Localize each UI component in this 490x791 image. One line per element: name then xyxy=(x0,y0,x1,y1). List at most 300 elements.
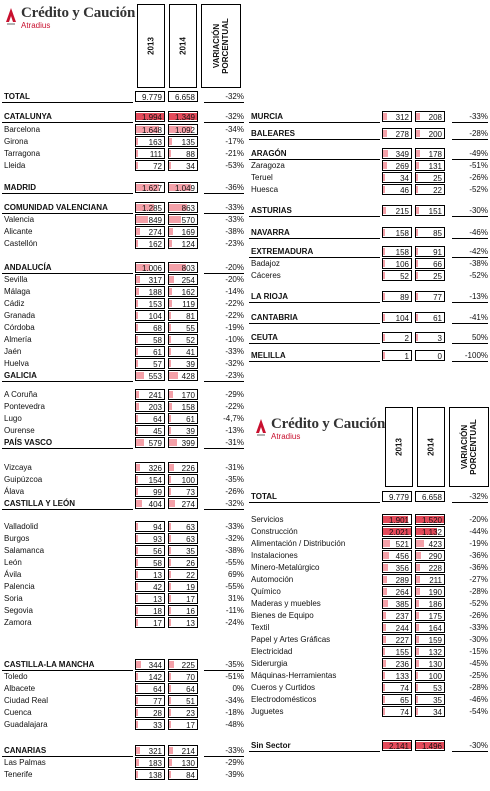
table-row-valladolid xyxy=(2,521,244,532)
value-2014-cell xyxy=(415,332,445,343)
row-underline xyxy=(249,216,380,217)
value-bar xyxy=(169,571,171,578)
value-2013-cell xyxy=(135,226,165,237)
value-bar xyxy=(136,607,138,614)
value-number: 46 xyxy=(400,186,409,195)
variation-value: -11% xyxy=(225,606,244,615)
table-row-jaen xyxy=(2,346,244,357)
table-row-siderurgia xyxy=(249,658,488,669)
value-bar xyxy=(383,260,385,267)
header-2013: 2013 xyxy=(385,407,413,487)
row-label: Bienes de Equipo xyxy=(251,611,314,620)
value-number: 1.132 xyxy=(421,528,442,537)
table-row-guipuzcoa xyxy=(2,474,244,485)
value-bar xyxy=(169,324,171,331)
value-bar xyxy=(136,488,138,495)
value-number: 130 xyxy=(181,759,195,768)
value-bar xyxy=(136,709,138,716)
table-row-ciudad-real xyxy=(2,695,244,706)
value-2014-cell xyxy=(415,148,445,159)
variation-value: -33% xyxy=(225,215,244,224)
value-number: 17 xyxy=(186,721,195,730)
variation-value: -26% xyxy=(469,173,488,182)
value-number: 226 xyxy=(181,464,195,473)
row-label: Tenerife xyxy=(4,770,33,779)
variation-value: -46% xyxy=(469,695,488,704)
value-2014-cell xyxy=(415,227,445,238)
value-bar xyxy=(383,162,387,169)
row-underline xyxy=(2,381,133,382)
value-2013-cell xyxy=(135,334,165,345)
value-2013-cell xyxy=(135,545,165,556)
variation-value: -29% xyxy=(225,390,244,399)
value-bar xyxy=(136,240,138,247)
value-number: 74 xyxy=(400,708,409,717)
table-row-maderas-y-muebles xyxy=(249,598,488,609)
value-number: 1.520 xyxy=(421,516,442,525)
value-bar xyxy=(136,583,138,590)
group-row-canarias xyxy=(2,745,244,756)
value-bar xyxy=(383,248,385,255)
value-bar xyxy=(136,427,138,434)
value-bar xyxy=(136,697,138,704)
variation-value: -19% xyxy=(469,539,488,548)
value-number: 190 xyxy=(428,588,442,597)
value-2014-cell xyxy=(415,258,445,269)
row-underline xyxy=(452,751,488,752)
value-number: 158 xyxy=(395,229,409,238)
value-bar xyxy=(383,272,385,279)
value-bar xyxy=(416,564,420,571)
value-number: 93 xyxy=(153,535,162,544)
value-number: 1.627 xyxy=(141,184,162,193)
value-2014-cell xyxy=(415,586,445,597)
table-row-cordoba xyxy=(2,322,244,333)
value-2014-cell xyxy=(168,202,198,213)
value-2013-cell xyxy=(135,593,165,604)
row-underline xyxy=(249,238,380,239)
variation-value: -55% xyxy=(225,558,244,567)
group-row-extremadura xyxy=(249,246,488,257)
row-label: CASTILLA Y LEÓN xyxy=(4,499,75,508)
value-bar xyxy=(136,276,140,283)
row-label: MADRID xyxy=(4,183,36,192)
value-bar xyxy=(383,113,387,120)
value-number: 52 xyxy=(400,272,409,281)
header-2014: 2014 xyxy=(169,4,197,88)
value-2014-cell xyxy=(168,111,198,122)
table-row-tenerife xyxy=(2,769,244,780)
value-2013-cell xyxy=(135,274,165,285)
row-label: Badajoz xyxy=(251,259,280,268)
table-row-alava xyxy=(2,486,244,497)
row-underline xyxy=(452,361,488,362)
row-underline xyxy=(2,193,133,194)
value-bar xyxy=(169,348,171,355)
variation-value: -17% xyxy=(225,137,244,146)
value-2014-cell xyxy=(168,617,198,628)
value-number: 423 xyxy=(428,540,442,549)
row-label: MELILLA xyxy=(251,351,286,360)
table-row-teruel xyxy=(249,172,488,183)
logo-top xyxy=(4,6,135,30)
value-bar xyxy=(169,372,178,379)
row-label: Salamanca xyxy=(4,546,45,555)
group-row-melilla xyxy=(249,350,488,361)
value-number: 1.901 xyxy=(388,516,409,525)
row-label: Alimentación / Distribución xyxy=(251,539,346,548)
total-row-total xyxy=(249,491,488,502)
variation-value: 0% xyxy=(232,684,244,693)
group-row-asturias xyxy=(249,205,488,216)
value-number: 321 xyxy=(148,747,162,756)
variation-value: -38% xyxy=(225,227,244,236)
value-2013-cell xyxy=(135,91,165,102)
group-row-navarra xyxy=(249,227,488,238)
value-number: 39 xyxy=(186,427,195,436)
value-2013-cell xyxy=(135,757,165,768)
value-bar xyxy=(416,540,424,547)
row-label: Almería xyxy=(4,335,32,344)
group-row-la-rioja xyxy=(249,291,488,302)
row-label: TOTAL xyxy=(4,92,30,101)
value-bar xyxy=(416,684,418,691)
value-number: 6.658 xyxy=(174,93,195,102)
value-bar xyxy=(416,600,419,607)
table-row-soria xyxy=(2,593,244,604)
value-number: 73 xyxy=(186,488,195,497)
group-row-baleares xyxy=(249,128,488,139)
value-2014-cell xyxy=(168,358,198,369)
value-2014-cell xyxy=(415,658,445,669)
table-row-cueros-y-curtidos xyxy=(249,682,488,693)
row-label: LA RIOJA xyxy=(251,292,289,301)
value-bar xyxy=(169,709,171,716)
row-label: Valladolid xyxy=(4,522,39,531)
value-bar xyxy=(136,661,141,668)
row-label: Guipúzcoa xyxy=(4,475,43,484)
table-row-construccion xyxy=(249,526,488,537)
value-2014-cell xyxy=(415,350,445,361)
value-2013-cell xyxy=(382,258,412,269)
value-number: 151 xyxy=(428,207,442,216)
variation-value: -33% xyxy=(469,112,488,121)
value-bar xyxy=(383,600,388,607)
variation-value: -38% xyxy=(225,546,244,555)
table-row-vizcaya xyxy=(2,462,244,473)
value-2014-cell xyxy=(168,124,198,135)
row-underline xyxy=(2,102,133,103)
value-bar xyxy=(416,334,418,341)
value-number: 23 xyxy=(186,709,195,718)
value-bar xyxy=(136,685,138,692)
value-number: 428 xyxy=(181,372,195,381)
brand-mark-icon xyxy=(254,419,268,437)
value-bar xyxy=(136,571,138,578)
table-row-lugo xyxy=(2,413,244,424)
group-row-ceuta xyxy=(249,332,488,343)
value-number: 100 xyxy=(428,672,442,681)
row-label: Minero-Metalúrgico xyxy=(251,563,320,572)
value-2014-cell xyxy=(415,172,445,183)
table-row-ourense xyxy=(2,425,244,436)
value-number: 317 xyxy=(148,276,162,285)
value-number: 66 xyxy=(433,260,442,269)
table-row-caceres xyxy=(249,270,488,281)
value-number: 236 xyxy=(395,660,409,669)
value-2014-cell xyxy=(168,545,198,556)
value-number: 13 xyxy=(153,571,162,580)
value-bar xyxy=(169,439,177,446)
variation-value: -29% xyxy=(225,758,244,767)
value-bar xyxy=(416,696,418,703)
row-underline xyxy=(204,509,244,510)
value-number: 356 xyxy=(395,564,409,573)
value-2013-cell xyxy=(135,262,165,273)
value-2014-cell xyxy=(415,574,445,585)
variation-value: -21% xyxy=(225,149,244,158)
row-label: Córdoba xyxy=(4,323,35,332)
value-number: 22 xyxy=(186,571,195,580)
header-variation: VARIACIÓN PORCENTUAL xyxy=(201,4,241,88)
value-2013-cell xyxy=(135,769,165,780)
value-bar xyxy=(136,324,138,331)
value-number: 64 xyxy=(153,415,162,424)
table-row-a-coruna xyxy=(2,389,244,400)
row-label: Papel y Artes Gráficas xyxy=(251,635,331,644)
value-bar xyxy=(383,576,387,583)
value-bar xyxy=(169,673,171,680)
value-number: 241 xyxy=(148,391,162,400)
value-bar xyxy=(416,708,418,715)
variation-value: -22% xyxy=(225,311,244,320)
value-number: 142 xyxy=(148,673,162,682)
row-underline xyxy=(2,448,133,449)
value-2013-cell xyxy=(382,598,412,609)
variation-value: -36% xyxy=(469,563,488,572)
value-number: 94 xyxy=(153,523,162,532)
value-bar xyxy=(136,415,138,422)
value-number: 124 xyxy=(181,240,195,249)
table-row-badajoz xyxy=(249,258,488,269)
value-bar xyxy=(136,523,138,530)
group-row-andalucia xyxy=(2,262,244,273)
value-bar xyxy=(169,391,173,398)
value-number: 104 xyxy=(148,312,162,321)
value-2014-cell xyxy=(168,671,198,682)
value-bar xyxy=(169,336,171,343)
table-row-instalaciones xyxy=(249,550,488,561)
value-number: 228 xyxy=(428,564,442,573)
value-2014-cell xyxy=(415,514,445,525)
value-bar xyxy=(416,552,421,559)
value-2013-cell xyxy=(382,740,412,751)
row-label: Huesca xyxy=(251,185,279,194)
value-2014-cell xyxy=(168,238,198,249)
value-2014-cell xyxy=(415,670,445,681)
value-bar xyxy=(383,672,385,679)
value-2013-cell xyxy=(135,437,165,448)
table-row-albacete xyxy=(2,683,244,694)
row-underline xyxy=(249,323,380,324)
value-number: 19 xyxy=(186,583,195,592)
row-label: Toledo xyxy=(4,672,28,681)
variation-value: -33% xyxy=(225,347,244,356)
table-row-juguetes xyxy=(249,706,488,717)
value-2013-cell xyxy=(382,574,412,585)
value-2014-cell xyxy=(168,437,198,448)
value-number: 170 xyxy=(181,391,195,400)
value-2013-cell xyxy=(382,610,412,621)
variation-value: -32% xyxy=(225,534,244,543)
value-2013-cell xyxy=(382,538,412,549)
value-bar xyxy=(416,186,418,193)
value-2014-cell xyxy=(168,462,198,473)
row-label: Zaragoza xyxy=(251,161,285,170)
variation-value: -35% xyxy=(225,660,244,669)
value-bar xyxy=(169,535,171,542)
value-2013-cell xyxy=(382,312,412,323)
value-number: 2 xyxy=(404,334,409,343)
value-2014-cell xyxy=(415,526,445,537)
value-2014-cell xyxy=(168,486,198,497)
variation-value: -33% xyxy=(225,746,244,755)
value-2014-cell xyxy=(415,646,445,657)
value-number: 34 xyxy=(433,708,442,717)
value-2013-cell xyxy=(382,184,412,195)
table-row-tarragona xyxy=(2,148,244,159)
value-bar xyxy=(169,595,171,602)
variation-value: -46% xyxy=(469,228,488,237)
value-2013-cell xyxy=(135,160,165,171)
variation-value: -27% xyxy=(469,575,488,584)
value-number: 17 xyxy=(186,595,195,604)
row-underline xyxy=(249,343,380,344)
value-2014-cell xyxy=(168,148,198,159)
value-2013-cell xyxy=(382,694,412,705)
value-2014-cell xyxy=(415,184,445,195)
variation-value: -39% xyxy=(225,770,244,779)
value-2014-cell xyxy=(168,605,198,616)
row-label: Electricidad xyxy=(251,647,293,656)
value-number: 133 xyxy=(395,672,409,681)
row-label: Málaga xyxy=(4,287,31,296)
table-row-avila xyxy=(2,569,244,580)
row-underline xyxy=(204,193,244,194)
row-label: EXTREMADURA xyxy=(251,247,314,256)
row-label: Guadalajara xyxy=(4,720,48,729)
value-bar xyxy=(383,334,385,341)
value-number: 849 xyxy=(148,216,162,225)
value-bar xyxy=(416,113,420,120)
logo-brand: Crédito y Caución xyxy=(271,416,386,432)
row-label: CANTABRIA xyxy=(251,313,298,322)
value-bar xyxy=(169,312,171,319)
value-bar xyxy=(383,150,388,157)
value-2014-cell xyxy=(168,346,198,357)
variation-value: -36% xyxy=(225,183,244,192)
value-bar xyxy=(416,272,418,279)
value-number: 61 xyxy=(153,348,162,357)
value-bar xyxy=(169,500,175,507)
variation-value: -20% xyxy=(225,275,244,284)
value-number: 64 xyxy=(153,685,162,694)
value-2014-cell xyxy=(415,598,445,609)
row-underline xyxy=(452,122,488,123)
value-2013-cell xyxy=(382,550,412,561)
row-label: BALEARES xyxy=(251,129,296,138)
value-bar xyxy=(136,288,139,295)
header-variation: VARIACIÓN PORCENTUAL xyxy=(449,407,489,487)
table-row-leon xyxy=(2,557,244,568)
value-bar xyxy=(383,612,386,619)
value-number: 158 xyxy=(395,248,409,257)
value-number: 200 xyxy=(428,130,442,139)
value-bar xyxy=(416,612,419,619)
value-2014-cell xyxy=(415,610,445,621)
value-bar xyxy=(383,293,385,300)
value-bar xyxy=(416,150,420,157)
value-2013-cell xyxy=(135,557,165,568)
value-2013-cell xyxy=(135,124,165,135)
value-2014-cell xyxy=(168,370,198,381)
value-number: 153 xyxy=(148,300,162,309)
value-bar xyxy=(169,619,171,626)
row-label: Álava xyxy=(4,487,25,496)
value-2013-cell xyxy=(382,332,412,343)
variation-value: -51% xyxy=(469,161,488,170)
value-number: 214 xyxy=(181,747,195,756)
value-2014-cell xyxy=(168,413,198,424)
row-label: Automoción xyxy=(251,575,294,584)
value-2013-cell xyxy=(135,322,165,333)
table-row-palencia xyxy=(2,581,244,592)
value-2014-cell xyxy=(168,498,198,509)
value-number: 162 xyxy=(148,240,162,249)
row-underline xyxy=(249,502,380,503)
value-bar xyxy=(169,288,172,295)
value-2013-cell xyxy=(135,310,165,321)
value-bar xyxy=(136,759,139,766)
variation-value: 69% xyxy=(227,570,244,579)
value-2014-cell xyxy=(168,581,198,592)
value-bar xyxy=(169,771,171,778)
value-number: 70 xyxy=(186,673,195,682)
group-row-cantabria xyxy=(249,312,488,323)
value-bar xyxy=(169,685,171,692)
value-2013-cell xyxy=(135,521,165,532)
value-2014-cell xyxy=(415,160,445,171)
value-bar xyxy=(136,559,138,566)
value-2014-cell xyxy=(168,334,198,345)
group-row-castilla-la-mancha xyxy=(2,659,244,670)
value-number: 65 xyxy=(400,696,409,705)
table-row-cadiz xyxy=(2,298,244,309)
value-bar xyxy=(416,130,420,137)
value-bar xyxy=(383,708,385,715)
row-underline xyxy=(249,361,380,362)
variation-value: -30% xyxy=(469,206,488,215)
value-2013-cell xyxy=(135,413,165,424)
row-label: TOTAL xyxy=(251,492,277,501)
table-row-huesca xyxy=(249,184,488,195)
table-row-huelva xyxy=(2,358,244,369)
value-2013-cell xyxy=(382,160,412,171)
value-bar xyxy=(169,216,181,223)
variation-value: -28% xyxy=(469,683,488,692)
value-2014-cell xyxy=(168,425,198,436)
value-bar xyxy=(169,607,171,614)
